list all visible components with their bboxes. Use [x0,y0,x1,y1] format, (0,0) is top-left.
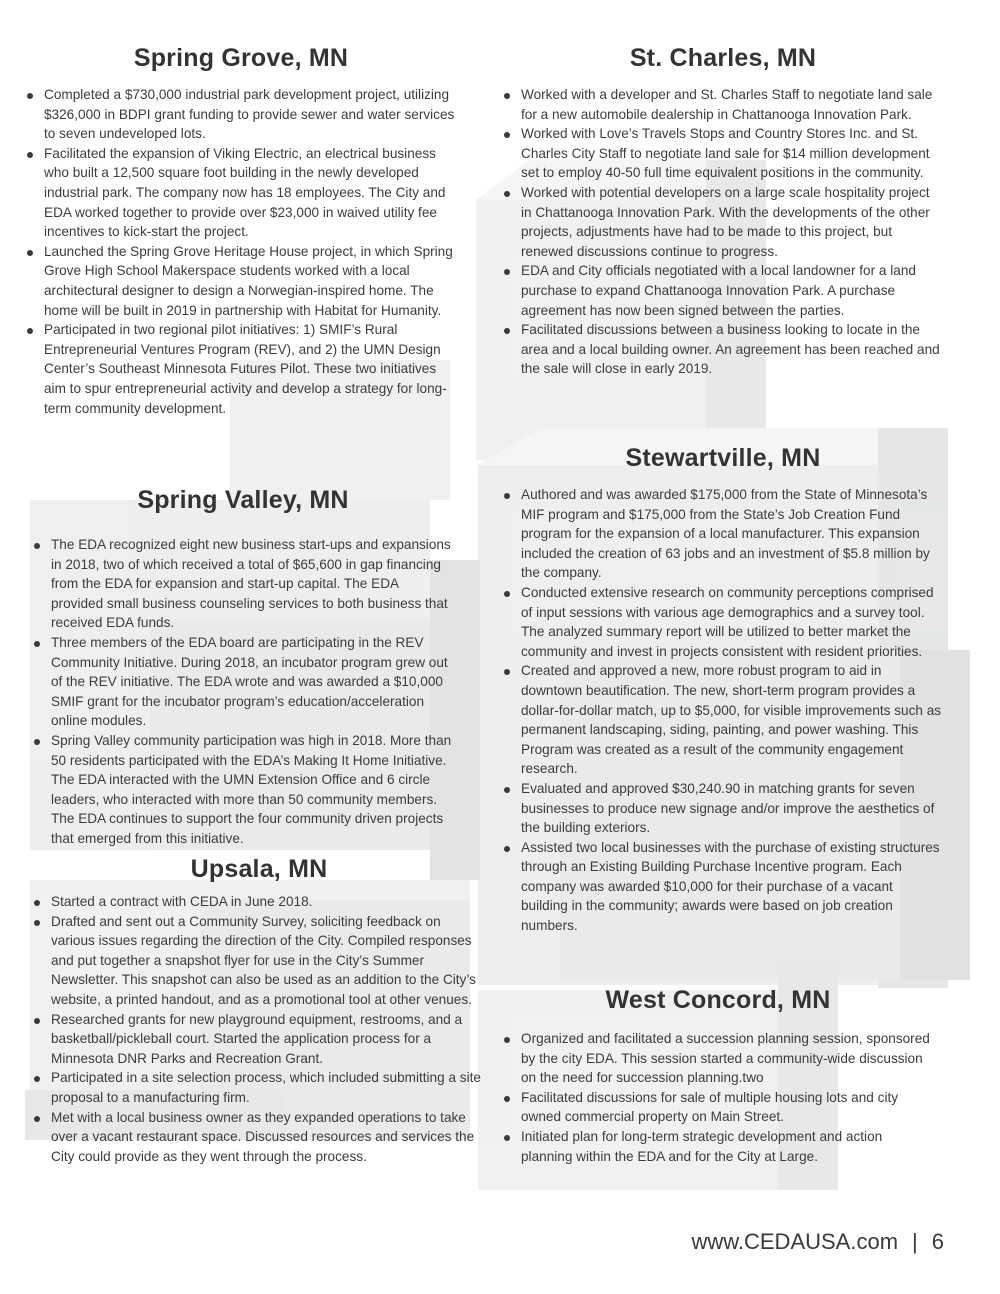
bullet-list-st-charles [503,85,943,379]
section-title-west-concord: West Concord, MN [605,986,831,1014]
section-title-spring-grove: Spring Grove, MN [133,44,349,72]
section-upsala [33,855,485,1166]
section-title-stewartville: Stewartville, MN [625,444,821,472]
list-item: Worked with Love’s Travels Stops and Country Stores Inc. and St. Charles City Staff to negotiate land sale for $14 million development set to employ 40-50 full time equivalent positions in the community. [503,124,943,183]
section-spring-valley [33,486,453,849]
list-item: Created and approved a new, more robust program to aid in downtown beautification. The new, short-term program provides a dollar-for-dollar match, up to $5,000, for visible improvements such as permanent landscaping, siding, painting, and power washing. This Program was created as a result of the community engagement research. [503,661,943,779]
section-spring-grove [26,44,456,418]
footer-website: www.CEDAUSA.com [691,1229,899,1254]
list-item: Started a contract with CEDA in June 2018. [33,892,485,912]
list-item: Three members of the EDA board are participating in the REV Community Initiative. During 2018, an incubator program grew out of the REV initiative. The EDA wrote and was awarded a $10,000 SMIF grant for the incubator program’s education/acceleration online modules. [33,633,453,731]
list-item: Facilitated the expansion of Viking Electric, an electrical business who built a 12,500 square foot building in the newly developed industrial park. The company now has 18 employees. The City and EDA worked together to provide over $23,000 in waived utility fee incentives to kick-start the project. [26,144,456,242]
list-item: Worked with a developer and St. Charles Staff to negotiate land sale for a new automobile dealership in Chattanooga Innovation Park. [503,85,943,124]
section-title-upsala: Upsala, MN [190,855,328,883]
footer-separator: | [912,1229,918,1254]
bullet-list-stewartville [503,485,943,936]
bullet-list-spring-grove [26,85,456,418]
section-title-st-charles: St. Charles, MN [629,44,817,72]
bullet-list-spring-valley [33,535,453,849]
list-item: Worked with potential developers on a large scale hospitality project in Chattanooga Innovation Park. With the developments of the other projects, adjustments have had to be made to this project, but renewed discussions continue to progress. [503,183,943,261]
list-item: The EDA recognized eight new business start-ups and expansions in 2018, two of which received a total of $65,600 in gap financing from the EDA for expansion and start-up capital. The EDA provided small business counseling services to both business that received EDA funds. [33,535,453,633]
list-item: Authored and was awarded $175,000 from the State of Minnesota’s MIF program and $175,000 from the State’s Job Creation Fund program for the expansion of a local manufacturer. This expansion included the creation of 63 jobs and an investment of $5.8 million by the company. [503,485,943,583]
list-item: Facilitated discussions for sale of multiple housing lots and city owned commercial property on Main Street. [503,1088,933,1127]
page-number: 6 [931,1229,944,1254]
list-item: Researched grants for new playground equipment, restrooms, and a basketball/pickleball court. Started the application process for a Minnesota DNR Parks and Recreation Grant. [33,1010,485,1069]
list-item: Met with a local business owner as they expanded operations to take over a vacant restaurant space. Discussed resources and services the City could provide as they went through the process. [33,1108,485,1167]
bullet-list-west-concord [503,1029,933,1166]
list-item: EDA and City officials negotiated with a local landowner for a land purchase to expand Chattanooga Innovation Park. A purchase agreement has now been signed between the parties. [503,261,943,320]
list-item: Completed a $730,000 industrial park development project, utilizing $326,000 in BDPI grant funding to provide sewer and water services to seven undeveloped lots. [26,85,456,144]
bullet-list-upsala [33,892,485,1166]
section-title-spring-valley: Spring Valley, MN [137,486,349,514]
list-item: Spring Valley community participation was high in 2018. More than 50 residents participated with the EDA’s Making It Home Initiative. The EDA interacted with the UMN Extension Office and 6 circle leaders, who interacted with more than 50 community members. The EDA continues to support the four community driven projects that emerged from this initiative. [33,731,453,849]
list-item: Evaluated and approved $30,240.90 in matching grants for seven businesses to produce new signage and/or improve the aesthetics of the building exteriors. [503,779,943,838]
list-item: Drafted and sent out a Community Survey, soliciting feedback on various issues regarding the direction of the City. Compiled responses and put together a snapshot flyer for use in the City’s Summer Newsletter. This snapshot can also be used as an addition to the City’s website, a printed handout, and as a promotional tool at other venues. [33,912,485,1010]
list-item: Participated in two regional pilot initiatives: 1) SMIF’s Rural Entrepreneurial Ventures Program (REV), and 2) the UMN Design Center’s Southeast Minnesota Futures Pilot. These two initiatives aim to spur entrepreneurial activity and develop a strategy for long-term community development. [26,320,456,418]
list-item: Initiated plan for long-term strategic development and action planning within the EDA and for the City at Large. [503,1127,933,1166]
section-st-charles [503,44,943,379]
list-item: Assisted two local businesses with the purchase of existing structures through an Existing Building Purchase Incentive program. Each company was awarded $10,000 for their purchase of a vacant building in the community; awards were based on job creation numbers. [503,838,943,936]
section-west-concord [503,986,933,1166]
list-item: Participated in a site selection process, which included submitting a site proposal to a manufacturing firm. [33,1068,485,1107]
list-item: Organized and facilitated a succession planning session, sponsored by the city EDA. This session started a community-wide discussion on the need for succession planning.two [503,1029,933,1088]
page-footer [691,1229,944,1255]
list-item: Launched the Spring Grove Heritage House project, in which Spring Grove High School Makerspace students worked with a local architectural designer to design a Norwegian-inspired home. The home will be built in 2019 in partnership with Habitat for Humanity. [26,242,456,320]
list-item: Facilitated discussions between a business looking to locate in the area and a local building owner. An agreement has been reached and the sale will close in early 2019. [503,320,943,379]
list-item: Conducted extensive research on community perceptions comprised of input sessions with various age demographics and a survey tool. The analyzed summary report will be utilized to better market the community and invest in projects consistent with resident priorities. [503,583,943,661]
section-stewartville [503,444,943,936]
